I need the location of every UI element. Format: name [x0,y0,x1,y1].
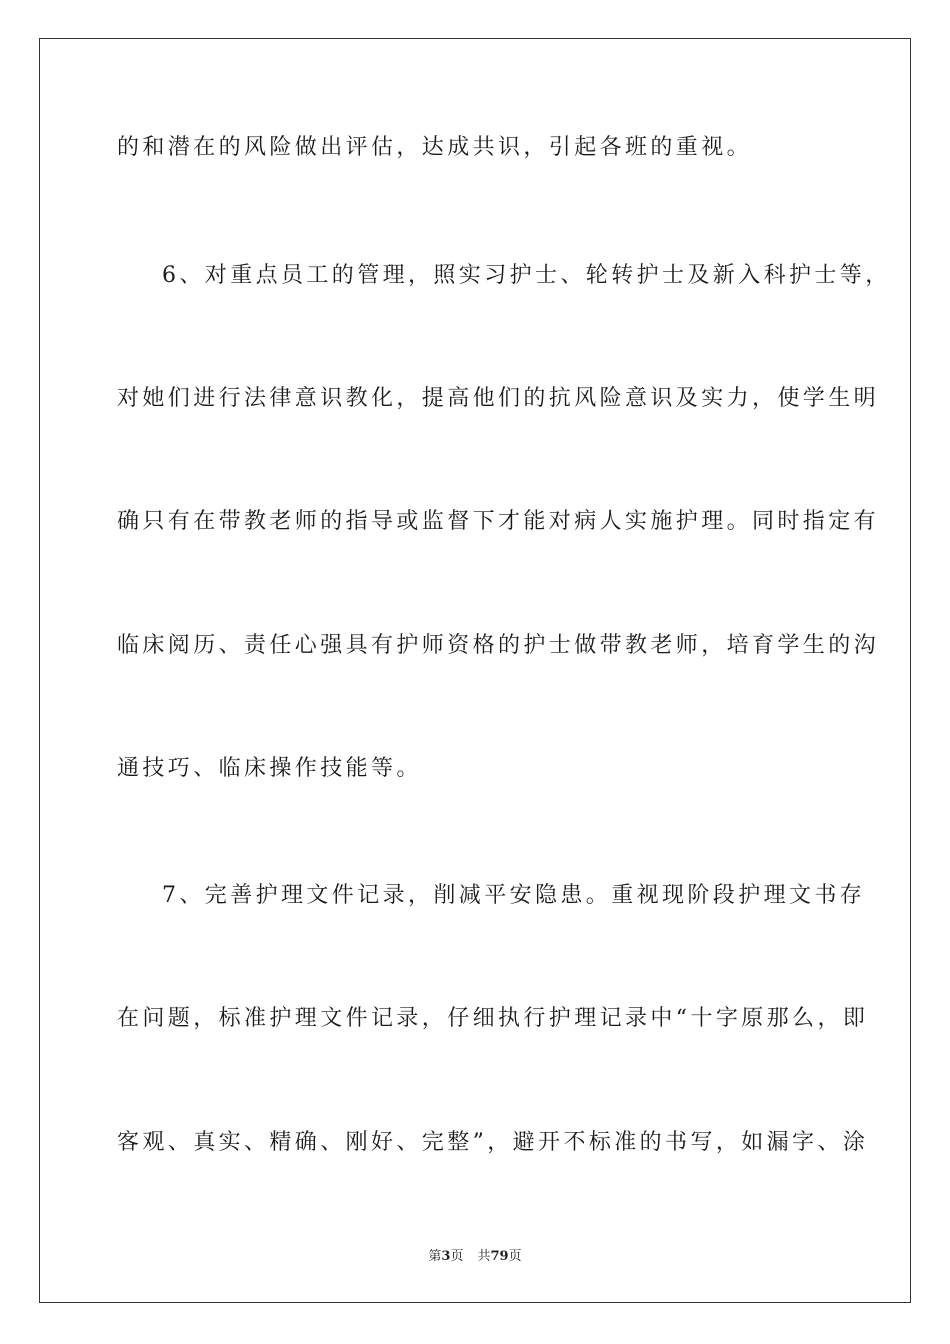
text-line-3: 对她们进行法律意识教化，提高他们的抗风险意识及实力，使学生明 [117,386,880,411]
total-suffix: 页 [508,1249,522,1264]
page-prefix: 第 [428,1249,442,1264]
total-prefix: 共 [477,1249,491,1264]
text-line-8: 在问题，标准护理文件记录，仔细执行护理记录中“十字原那么，即 [117,1006,869,1031]
text-line-7: 7、完善护理文件记录，削减平安隐患。重视现阶段护理文书存 [162,883,866,908]
text-line-5: 临床阅历、责任心强具有护师资格的护士做带教老师，培育学生的沟 [117,633,880,658]
text-line-4: 确只有在带教老师的指导或监督下才能对病人实施护理。同时指定有 [117,509,880,534]
text-line-2: 6、对重点员工的管理，照实习护士、轮转护士及新入科护士等， [162,263,891,288]
page-border [39,38,911,1303]
page-number: 3 [441,1249,451,1264]
total-pages: 79 [490,1249,509,1264]
text-line-1: 的和潜在的风险做出评估，达成共识，引起各班的重视。 [117,135,753,160]
page-footer [0,1248,950,1266]
text-line-9: 客观、真实、精确、刚好、完整”，避开不标准的书写，如漏字、涂 [117,1130,869,1155]
text-line-6: 通技巧、临床操作技能等。 [117,756,422,781]
page-suffix: 页 [450,1249,464,1264]
